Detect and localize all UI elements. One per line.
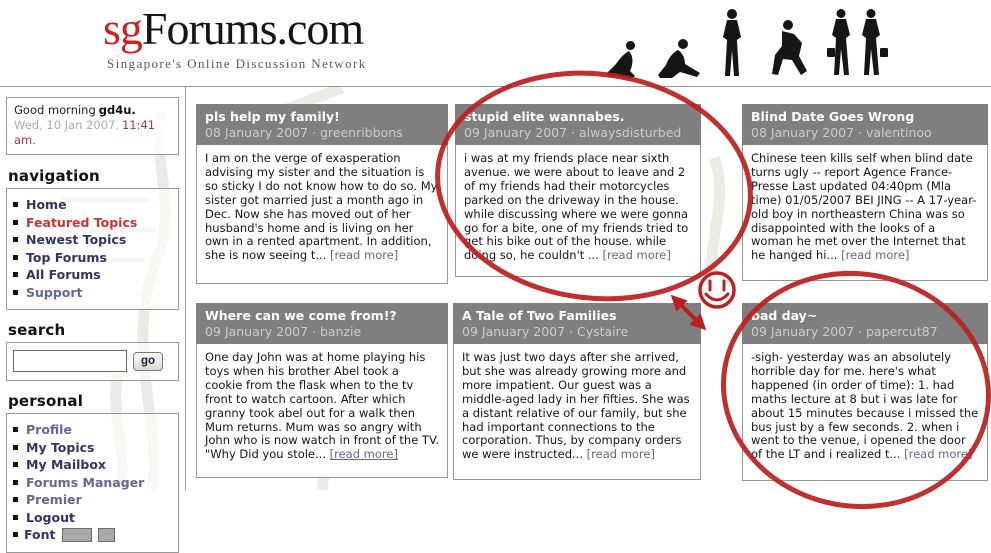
sidebar-item-home[interactable]: Home bbox=[13, 196, 172, 214]
post-meta: 09 January 2007 · Cystaire bbox=[462, 324, 629, 339]
post-excerpt bbox=[742, 344, 988, 481]
two-standing-women-photo bbox=[825, 8, 889, 80]
bullet-icon bbox=[13, 255, 18, 260]
post-excerpt-text: I am on the verge of exasperation advising my sister and the situation is so sticky I do not know how to do so. My sister got married just a month ago in Dec. Now she has moved out of her husband's home and is living on her own in a rented apartment. In addition, she is now seeing t... bbox=[205, 151, 438, 263]
post-meta: 09 January 2007 · banzie bbox=[205, 324, 362, 339]
sidebar bbox=[0, 87, 186, 542]
post-title[interactable]: Blind Date Goes Wrong bbox=[751, 109, 915, 124]
bullet-icon bbox=[13, 445, 18, 450]
search-input[interactable] bbox=[13, 350, 127, 372]
username: gd4u. bbox=[98, 103, 136, 117]
font-size-row bbox=[13, 526, 172, 544]
bullet-icon bbox=[13, 462, 18, 467]
bullet-icon bbox=[13, 515, 18, 520]
bullet-icon bbox=[13, 480, 18, 485]
post-title[interactable]: stupid elite wannabes. bbox=[464, 109, 625, 124]
personal-box bbox=[6, 413, 179, 553]
read-more-link[interactable]: [read more] bbox=[329, 447, 398, 462]
standing-woman-photo bbox=[717, 8, 747, 80]
sidebar-item-support[interactable]: Support bbox=[13, 284, 172, 302]
greeting-box bbox=[6, 97, 179, 155]
smiley-annotation bbox=[700, 273, 734, 307]
post-card bbox=[196, 104, 448, 284]
sidebar-item-my-mailbox[interactable]: My Mailbox bbox=[13, 456, 172, 474]
post-excerpt-text: One day John was at home playing his toys when his brother Abel took a cookie from the flask when to the tv front to watch cartoon. After which granny took abel out for a walk then Mum returns. Mum was so angry with John who is now watch in front of the TV. "Why Did you stole... bbox=[205, 350, 439, 462]
post-card bbox=[453, 303, 701, 480]
logo-forums-text: Forums.com bbox=[141, 3, 364, 54]
search-box bbox=[6, 342, 179, 381]
read-more-link[interactable]: [read more] bbox=[841, 248, 910, 263]
sidebar-item-premier[interactable]: Premier bbox=[13, 491, 172, 509]
post-excerpt-text: It was just two days after she arrived, but she was already growing more and more impatient. Our guest was a middle-aged lady in her fifties. She was a distant relative of our family, but she had important connections to the corporation. Thus, by company orders we were instructed... bbox=[462, 350, 690, 462]
bullet-icon bbox=[13, 220, 18, 225]
post-header[interactable] bbox=[453, 303, 701, 344]
post-excerpt-text: Chinese teen kills self when blind date turns ugly -- report Agence France-Presse Last updated 04:40pm (Mla time) 01/05/2007 BEI JING -- A 17-year-old boy in northeastern China was so disappointed with the looks of a woman he met over the Internet that he hanged hi... bbox=[751, 151, 977, 263]
site-tagline: Singapore's Online Discussion Network bbox=[107, 56, 367, 71]
bullet-icon bbox=[13, 427, 18, 432]
greeting-text: Good morning bbox=[14, 103, 96, 117]
post-excerpt bbox=[453, 344, 701, 480]
sidebar-item-featured-topics[interactable]: Featured Topics bbox=[13, 214, 172, 232]
post-title[interactable]: pls help my family! bbox=[205, 109, 340, 124]
navigation-box bbox=[6, 188, 179, 310]
post-header[interactable] bbox=[742, 104, 988, 145]
post-excerpt bbox=[455, 145, 701, 277]
current-time: 11:41 am. bbox=[14, 118, 156, 147]
current-date: Wed, 10 Jan 2007. bbox=[14, 118, 119, 132]
post-header[interactable] bbox=[455, 104, 701, 145]
post-excerpt-text: i was at my friends place near sixth avenue. we were about to leave and 2 of my friends had their motorcycles parked on the driveway in the house. while discussing where we were gonna go for a bite, one of my friends tried to get his bike out of the house. while doing so, he couldn't ... bbox=[464, 151, 689, 263]
people-photo-strip bbox=[605, 2, 889, 80]
personal-heading: personal bbox=[8, 392, 84, 410]
sidebar-item-all-forums[interactable]: All Forums bbox=[13, 266, 172, 284]
sidebar-item-newest-topics[interactable]: Newest Topics bbox=[13, 231, 172, 249]
post-card bbox=[455, 104, 701, 277]
post-excerpt-text: -sigh- yesterday was an absolutely horrible day for me. here's what happened (in order of time): 1. had maths lecture at 8 but i was late for about 15 minutes because i missed the bus just by a few seconds. 2. when i went to the venue, i opened the door of the LT and i realized t... bbox=[751, 350, 979, 462]
font-size-button-small[interactable] bbox=[98, 528, 115, 542]
sidebar-item-profile[interactable]: Profile bbox=[13, 421, 172, 439]
sidebar-item-my-topics[interactable]: My Topics bbox=[13, 439, 172, 457]
read-more-link[interactable]: [read more] bbox=[586, 447, 655, 462]
post-meta: 08 January 2007 · greenribbons bbox=[205, 125, 403, 140]
post-header[interactable] bbox=[196, 303, 448, 344]
sidebar-item-forums-manager[interactable]: Forums Manager bbox=[13, 474, 172, 492]
search-heading: search bbox=[8, 321, 66, 339]
bullet-icon bbox=[13, 532, 18, 537]
sitting-man-photo bbox=[656, 38, 702, 80]
read-more-link[interactable]: [read more] bbox=[904, 447, 973, 462]
sitting-woman-photo bbox=[605, 40, 641, 80]
sidebar-item-top-forums[interactable]: Top Forums bbox=[13, 249, 172, 267]
post-meta: 08 January 2007 · valentinoo bbox=[751, 125, 932, 140]
post-title[interactable]: A Tale of Two Families bbox=[462, 308, 617, 323]
post-card bbox=[742, 104, 988, 281]
bullet-icon bbox=[13, 290, 18, 295]
post-meta: 09 January 2007 · papercut87 bbox=[751, 324, 938, 339]
font-size-button-large[interactable] bbox=[62, 528, 92, 542]
post-meta: 09 January 2007 · alwaysdisturbed bbox=[464, 125, 682, 140]
post-header[interactable] bbox=[196, 104, 448, 145]
post-header[interactable] bbox=[742, 303, 988, 344]
read-more-link[interactable]: [read more] bbox=[329, 248, 399, 263]
sidebar-item-logout[interactable]: Logout bbox=[13, 509, 172, 527]
post-excerpt bbox=[742, 145, 988, 281]
post-title[interactable]: Where can we come from!? bbox=[205, 308, 397, 323]
bullet-icon bbox=[13, 237, 18, 242]
font-label: Font bbox=[24, 527, 56, 542]
search-go-button[interactable]: go bbox=[133, 352, 163, 371]
read-more-link[interactable]: [read more] bbox=[602, 248, 671, 263]
bullet-icon bbox=[13, 497, 18, 502]
post-excerpt bbox=[196, 344, 448, 478]
logo-sg-text: sg bbox=[103, 3, 142, 54]
post-title[interactable]: bad day~ bbox=[751, 308, 818, 323]
bullet-icon bbox=[13, 202, 18, 207]
site-header bbox=[0, 0, 991, 87]
post-excerpt bbox=[196, 145, 448, 284]
post-card bbox=[742, 303, 988, 481]
site-logo[interactable] bbox=[103, 4, 363, 54]
post-card bbox=[196, 303, 448, 478]
crouching-man-photo bbox=[762, 18, 810, 80]
navigation-heading: navigation bbox=[8, 167, 100, 185]
bullet-icon bbox=[13, 272, 18, 277]
